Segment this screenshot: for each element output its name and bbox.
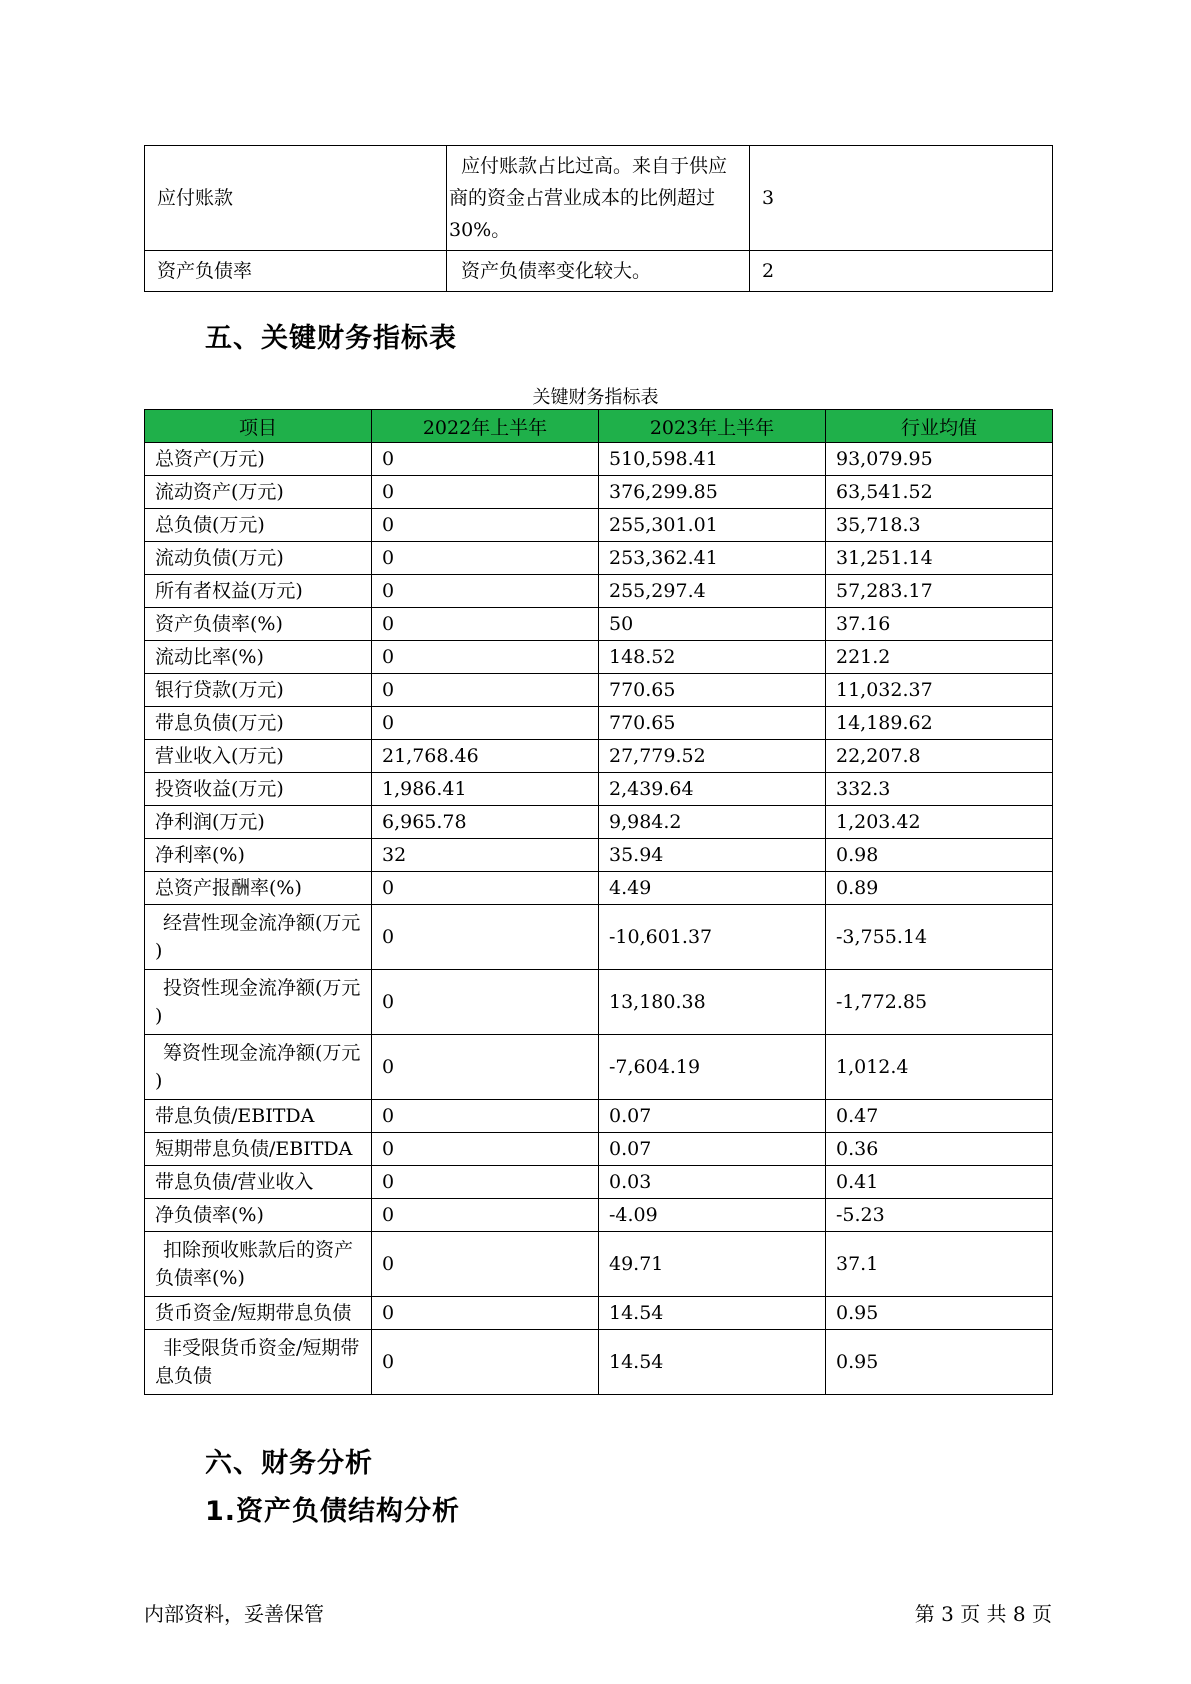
kpi-industry-average: 57,283.17 (826, 575, 1053, 608)
kpi-value-2023: 35.94 (599, 839, 826, 872)
kpi-value-2023: 14.54 (599, 1297, 826, 1330)
kpi-item-line: 总资产(万元) (155, 448, 265, 470)
kpi-industry-average: 93,079.95 (826, 443, 1053, 476)
kpi-industry-average: 11,032.37 (826, 674, 1053, 707)
kpi-item-line: 所有者权益(万元) (155, 580, 303, 602)
kpi-industry-average: 0.47 (826, 1100, 1053, 1133)
kpi-item (145, 1199, 372, 1232)
kpi-item-line: 总资产报酬率(%) (155, 877, 302, 899)
kpi-value-2022: 0 (372, 608, 599, 641)
kpi-value-2023: 376,299.85 (599, 476, 826, 509)
table-row (145, 773, 1053, 806)
risk-description (447, 251, 750, 292)
table-row (145, 1199, 1053, 1232)
kpi-industry-average: 31,251.14 (826, 542, 1053, 575)
kpi-item-line: ) (155, 1070, 163, 1092)
kpi-value-2022: 0 (372, 1199, 599, 1232)
kpi-industry-average: 22,207.8 (826, 740, 1053, 773)
table-row (145, 1297, 1053, 1330)
kpi-value-2023: 4.49 (599, 872, 826, 905)
kpi-item-line: 资产负债率(%) (155, 613, 283, 635)
table-row (145, 806, 1053, 839)
kpi-item (145, 443, 372, 476)
kpi-item (145, 970, 372, 1035)
kpi-value-2022: 0 (372, 575, 599, 608)
kpi-value-2023: 14.54 (599, 1330, 826, 1395)
kpi-item-line: 净利润(万元) (155, 811, 265, 833)
table-row (145, 641, 1053, 674)
risk-description-line: 资产负债率变化较大。 (461, 260, 652, 282)
kpi-value-2023: 27,779.52 (599, 740, 826, 773)
risk-description-line: 30%。 (449, 219, 511, 241)
kpi-item-line: 扣除预收账款后的资产 (163, 1239, 354, 1261)
table-row (145, 1133, 1053, 1166)
table-row (145, 1330, 1053, 1395)
table-row (145, 905, 1053, 970)
kpi-industry-average: 0.41 (826, 1166, 1053, 1199)
kpi-industry-average: 0.36 (826, 1133, 1053, 1166)
kpi-item-line: 带息负债/EBITDA (155, 1105, 315, 1127)
kpi-item (145, 1166, 372, 1199)
kpi-item (145, 674, 372, 707)
kpi-item (145, 1297, 372, 1330)
kpi-item (145, 839, 372, 872)
kpi-item (145, 542, 372, 575)
kpi-value-2023: 9,984.2 (599, 806, 826, 839)
footer-page-number: 第 3 页 共 8 页 (914, 1602, 1052, 1626)
kpi-item-line: 带息负债/营业收入 (155, 1171, 314, 1193)
risk-description-line: 商的资金占营业成本的比例超过 (449, 187, 716, 209)
table-row (145, 1166, 1053, 1199)
kpi-value-2022: 0 (372, 872, 599, 905)
kpi-industry-average: 63,541.52 (826, 476, 1053, 509)
kpi-item (145, 1330, 372, 1395)
kpi-value-2023: 253,362.41 (599, 542, 826, 575)
kpi-item (145, 1100, 372, 1133)
kpi-item-line: 息负债 (155, 1365, 213, 1387)
kpi-value-2023: -10,601.37 (599, 905, 826, 970)
column-header: 2022年上半年 (372, 410, 599, 443)
kpi-item-line: 货币资金/短期带息负债 (155, 1302, 352, 1324)
table-row (145, 674, 1053, 707)
kpi-item-line: ) (155, 940, 163, 962)
table-row (145, 509, 1053, 542)
kpi-item-line: 短期带息负债/EBITDA (155, 1138, 353, 1160)
kpi-value-2022: 0 (372, 509, 599, 542)
kpi-industry-average: 1,203.42 (826, 806, 1053, 839)
column-header: 2023年上半年 (599, 410, 826, 443)
kpi-item (145, 707, 372, 740)
kpi-item (145, 1035, 372, 1100)
section-heading: 六、财务分析 (205, 1448, 373, 1479)
kpi-industry-average: -1,772.85 (826, 970, 1053, 1035)
section-heading: 五、关键财务指标表 (205, 323, 457, 354)
kpi-item-line: 总负债(万元) (155, 514, 265, 536)
kpi-value-2022: 0 (372, 476, 599, 509)
kpi-value-2022: 0 (372, 1035, 599, 1100)
table-row (145, 575, 1053, 608)
kpi-value-2022: 0 (372, 1100, 599, 1133)
kpi-item-line: 非受限货币资金/短期带 (163, 1337, 360, 1359)
kpi-value-2022: 21,768.46 (372, 740, 599, 773)
kpi-value-2022: 0 (372, 707, 599, 740)
kpi-value-2022: 32 (372, 839, 599, 872)
kpi-item-line: 带息负债(万元) (155, 712, 284, 734)
kpi-item-line: 经营性现金流净额(万元 (163, 912, 361, 934)
kpi-industry-average: -5.23 (826, 1199, 1053, 1232)
kpi-item-line: 投资收益(万元) (155, 778, 284, 800)
kpi-table-body (145, 443, 1053, 1395)
kpi-value-2023: 2,439.64 (599, 773, 826, 806)
table-row (145, 146, 1053, 251)
kpi-value-2023: 148.52 (599, 641, 826, 674)
kpi-industry-average: 37.16 (826, 608, 1053, 641)
table-row (145, 476, 1053, 509)
kpi-item-line: 营业收入(万元) (155, 745, 284, 767)
kpi-table (144, 409, 1053, 1395)
kpi-value-2023: 770.65 (599, 707, 826, 740)
table-row (145, 872, 1053, 905)
table-row (145, 1035, 1053, 1100)
table-row (145, 608, 1053, 641)
kpi-item (145, 641, 372, 674)
risk-table (144, 145, 1053, 292)
table-row (145, 251, 1053, 292)
kpi-industry-average: 35,718.3 (826, 509, 1053, 542)
table-header-row (145, 410, 1053, 443)
risk-item: 应付账款 (145, 146, 447, 251)
kpi-value-2022: 0 (372, 443, 599, 476)
kpi-item-line: 流动比率(%) (155, 646, 264, 668)
table-row (145, 542, 1053, 575)
kpi-value-2022: 0 (372, 674, 599, 707)
kpi-item (145, 1133, 372, 1166)
kpi-value-2022: 0 (372, 641, 599, 674)
kpi-industry-average: 0.95 (826, 1297, 1053, 1330)
kpi-value-2023: 255,301.01 (599, 509, 826, 542)
kpi-item (145, 1232, 372, 1297)
kpi-industry-average: 0.98 (826, 839, 1053, 872)
kpi-value-2022: 6,965.78 (372, 806, 599, 839)
kpi-item (145, 806, 372, 839)
kpi-value-2022: 0 (372, 970, 599, 1035)
column-header: 项目 (145, 410, 372, 443)
footer-confidential-note: 内部资料，妥善保管 (144, 1602, 324, 1626)
kpi-value-2022: 0 (372, 1133, 599, 1166)
kpi-value-2022: 0 (372, 1330, 599, 1395)
kpi-value-2023: 0.03 (599, 1166, 826, 1199)
risk-item: 资产负债率 (145, 251, 447, 292)
kpi-value-2022: 0 (372, 1166, 599, 1199)
kpi-item (145, 872, 372, 905)
kpi-value-2023: 49.71 (599, 1232, 826, 1297)
risk-score: 3 (750, 146, 1053, 251)
kpi-industry-average: -3,755.14 (826, 905, 1053, 970)
table-row (145, 1232, 1053, 1297)
kpi-item-line: 负债率(%) (155, 1267, 245, 1289)
kpi-item (145, 608, 372, 641)
kpi-value-2022: 0 (372, 1232, 599, 1297)
kpi-value-2023: 510,598.41 (599, 443, 826, 476)
risk-score: 2 (750, 251, 1053, 292)
table-row (145, 707, 1053, 740)
kpi-item-line: 流动资产(万元) (155, 481, 284, 503)
kpi-value-2022: 0 (372, 542, 599, 575)
table-row (145, 1100, 1053, 1133)
kpi-value-2023: 770.65 (599, 674, 826, 707)
risk-description-line: 应付账款占比过高。来自于供应 (461, 155, 728, 177)
table-row (145, 839, 1053, 872)
kpi-industry-average: 1,012.4 (826, 1035, 1053, 1100)
kpi-item-line: 流动负债(万元) (155, 547, 284, 569)
risk-description (447, 146, 750, 251)
kpi-item-line: ) (155, 1005, 163, 1027)
table-row (145, 443, 1053, 476)
kpi-value-2023: 13,180.38 (599, 970, 826, 1035)
kpi-industry-average: 14,189.62 (826, 707, 1053, 740)
kpi-value-2023: 255,297.4 (599, 575, 826, 608)
kpi-item (145, 905, 372, 970)
kpi-item-line: 筹资性现金流净额(万元 (163, 1042, 361, 1064)
kpi-value-2023: 0.07 (599, 1133, 826, 1166)
table-row (145, 970, 1053, 1035)
kpi-industry-average: 221.2 (826, 641, 1053, 674)
kpi-industry-average: 37.1 (826, 1232, 1053, 1297)
table-row (145, 740, 1053, 773)
subsection-heading: 1.资产负债结构分析 (205, 1496, 461, 1527)
kpi-item (145, 476, 372, 509)
kpi-industry-average: 332.3 (826, 773, 1053, 806)
kpi-value-2022: 0 (372, 905, 599, 970)
kpi-value-2022: 0 (372, 1297, 599, 1330)
kpi-item-line: 银行贷款(万元) (155, 679, 284, 701)
kpi-value-2022: 1,986.41 (372, 773, 599, 806)
kpi-item-line: 投资性现金流净额(万元 (163, 977, 361, 999)
kpi-industry-average: 0.89 (826, 872, 1053, 905)
kpi-value-2023: 50 (599, 608, 826, 641)
kpi-item (145, 773, 372, 806)
kpi-item-line: 净利率(%) (155, 844, 245, 866)
table-caption: 关键财务指标表 (532, 387, 659, 408)
kpi-value-2023: -4.09 (599, 1199, 826, 1232)
kpi-industry-average: 0.95 (826, 1330, 1053, 1395)
column-header: 行业均值 (826, 410, 1053, 443)
kpi-item-line: 净负债率(%) (155, 1204, 264, 1226)
kpi-item (145, 509, 372, 542)
kpi-item (145, 575, 372, 608)
kpi-value-2023: -7,604.19 (599, 1035, 826, 1100)
kpi-value-2023: 0.07 (599, 1100, 826, 1133)
kpi-item (145, 740, 372, 773)
